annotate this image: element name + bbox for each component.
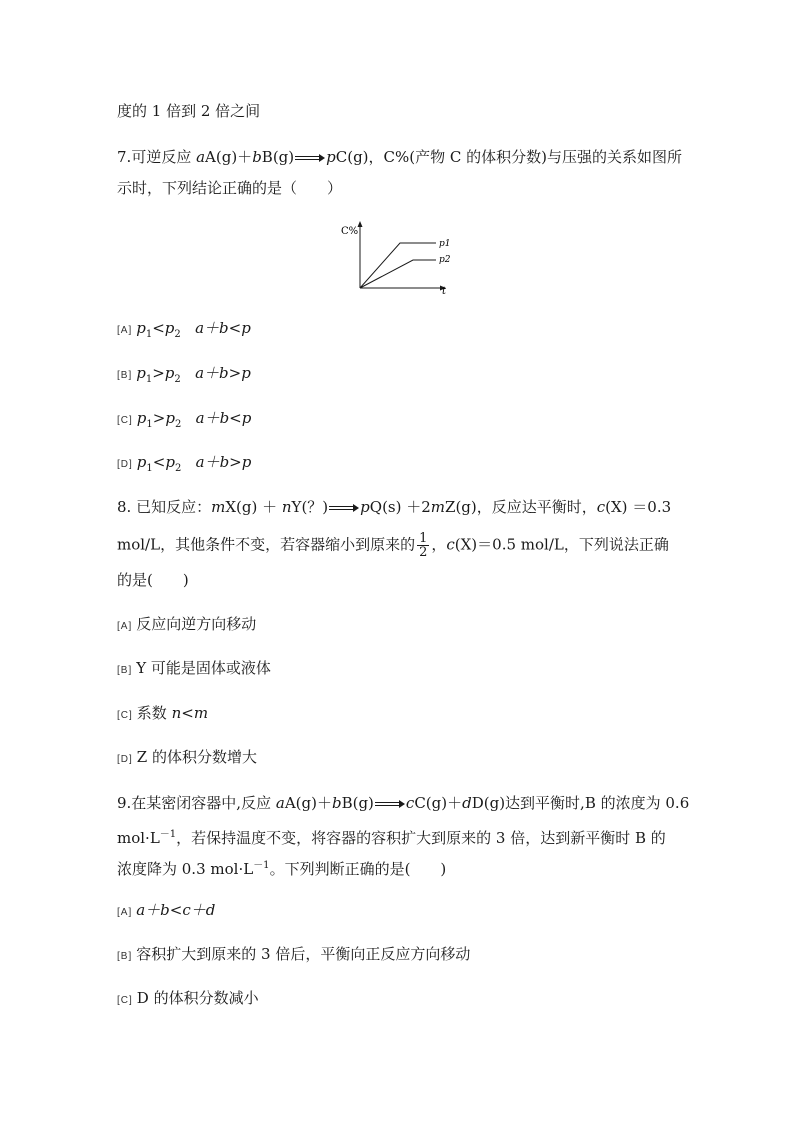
option-var-n: n: [171, 704, 182, 722]
option-var: p: [136, 319, 146, 337]
q8-species-y: Y(？): [291, 498, 329, 516]
q8-stem-line3: [117, 570, 189, 590]
fraction-denominator: 2: [419, 545, 428, 560]
q9-option-c[interactable]: [117, 988, 259, 1011]
graph-curve-p2: [360, 260, 436, 288]
option-equation: a＋b<p: [195, 319, 251, 337]
option-tag: [B]: [117, 370, 133, 381]
option-var: p: [136, 364, 146, 382]
q9-species-d: D(g)达到平衡时,B 的浓度为 0.6: [471, 794, 690, 812]
option-var-m: m: [193, 704, 209, 722]
q9-line3b: 。下列判断正确的是( ): [269, 860, 447, 878]
q8-stem-line1: [117, 497, 671, 517]
q9-superscript: －1: [253, 860, 270, 871]
equilibrium-arrow-icon: [375, 800, 405, 808]
option-text: a＋b<c＋d: [136, 901, 216, 919]
equilibrium-arrow-icon: [295, 154, 325, 162]
option-sub: 2: [174, 419, 182, 430]
q7-option-b[interactable]: [117, 363, 251, 390]
graph-curve-p1: [360, 243, 436, 288]
q8-conc-c2: c: [446, 535, 455, 554]
option-rel: >: [152, 409, 166, 427]
option-tag: [B]: [117, 951, 133, 962]
q9-line2b: ，若保持温度不变，将容器的容积扩大到原来的 3 倍，达到新平衡时 B 的: [176, 829, 666, 847]
option-tag: [A]: [117, 325, 133, 336]
option-text: D 的体积分数减小: [136, 989, 259, 1007]
q9-prefix: 9.在某密闭容器中,反应: [117, 794, 276, 812]
q7-stem-line2: [117, 178, 342, 198]
q8-species-z: Z(g)，反应达平衡时，: [445, 498, 597, 516]
option-equation: a＋b>p: [195, 453, 252, 471]
q9-species-c: C(g)＋: [414, 794, 463, 812]
option-sub: 1: [146, 419, 153, 430]
q7-option-d[interactable]: [117, 452, 251, 479]
prev-question-text: 度的 1 倍到 2 倍之间: [117, 102, 261, 120]
graph-curve-p1-label: p1: [439, 239, 451, 249]
q9-stem-line3: [117, 856, 446, 879]
q8-line2b: ，: [431, 535, 447, 554]
q7-stem-line2-text: 示时，下列结论正确的是（ ）: [117, 179, 343, 197]
q9-species-a: A(g)＋: [284, 794, 332, 812]
option-rel: <: [152, 453, 166, 471]
option-tag: [C]: [117, 995, 133, 1006]
option-text: 容积扩大到原来的 3 倍后，平衡向正反应方向移动: [136, 945, 471, 963]
option-text: 反应向逆方向移动: [136, 615, 257, 633]
q8-coef-n: n: [281, 498, 292, 516]
q8-option-b[interactable]: [117, 658, 271, 681]
q7-stem-line1: [117, 147, 682, 167]
q7-species-c: C(g)，C%(产物 C 的体积分数)与压强的关系如图所: [335, 148, 682, 166]
q8-coef-m: m: [211, 498, 226, 516]
q9-coef-c: c: [405, 794, 415, 812]
option-var: p: [136, 453, 147, 471]
option-var: p: [136, 409, 147, 427]
q8-coef-m2: m: [430, 498, 446, 516]
option-equation: a＋b<p: [195, 409, 252, 427]
equilibrium-arrow-icon: [329, 504, 359, 512]
q8-species-x: X(g) ＋: [225, 498, 278, 516]
q9-coef-a: a: [275, 794, 285, 812]
option-var: p: [165, 453, 175, 471]
q7-number: 7.: [117, 148, 132, 166]
option-sub: 2: [174, 463, 182, 474]
option-sub: 1: [145, 329, 153, 340]
q7-coef-b: b: [252, 148, 262, 166]
q9-species-b: B(g): [341, 794, 374, 812]
q8-prefix: 8. 已知反应：: [117, 498, 212, 516]
q7-graph: [338, 220, 458, 295]
option-tag: [A]: [117, 907, 133, 918]
option-tag: [B]: [117, 665, 133, 676]
fraction-numerator: 1: [419, 531, 428, 546]
option-var: p: [165, 409, 175, 427]
q9-line3a: 浓度降为 0.3 mol·L: [117, 860, 254, 878]
option-tag: [D]: [117, 754, 133, 765]
q9-option-a[interactable]: [117, 900, 215, 923]
option-sub: 2: [174, 374, 181, 385]
option-tag: [D]: [117, 459, 133, 470]
option-sub: 1: [145, 374, 153, 385]
q8-option-d[interactable]: [117, 747, 257, 770]
option-var: p: [164, 364, 175, 382]
option-equation: a＋b>p: [195, 364, 251, 382]
option-text: Z 的体积分数增大: [136, 748, 257, 766]
option-rel: <: [181, 704, 194, 722]
q7-coef-a: a: [196, 148, 206, 166]
option-var: p: [164, 319, 175, 337]
option-sub: 2: [174, 329, 181, 340]
graph-xlabel: t: [442, 286, 447, 295]
q9-coef-b: b: [331, 794, 342, 812]
q9-superscript: －1: [159, 829, 177, 840]
q8-option-a[interactable]: [117, 614, 256, 637]
prev-question-tail: [117, 101, 260, 121]
q9-stem-line2: [117, 825, 666, 848]
option-tag: [C]: [117, 415, 133, 426]
option-text: Y 可能是固体或液体: [136, 659, 271, 677]
graph-curve-p2-label: p2: [439, 255, 451, 265]
q8-line2a: mol/L，其他条件不变，若容器缩小到原来的: [117, 535, 416, 554]
q8-conc-x: (X) ＝0.3: [605, 498, 672, 516]
q7-prefix: 可逆反应: [131, 148, 197, 166]
q7-species-a: A(g)＋: [205, 148, 253, 166]
fraction: [417, 532, 429, 559]
q7-coef-p: p: [326, 148, 336, 166]
q8-line2c: (X)＝0.5 mol/L，下列说法正确: [454, 535, 669, 554]
q9-stem-line1: [117, 793, 689, 813]
q9-line2a: mol·L: [117, 829, 160, 847]
option-tag: [C]: [117, 710, 133, 721]
q9-coef-d: d: [462, 794, 472, 812]
option-rel: >: [152, 364, 165, 382]
graph-y-arrow-icon: [358, 221, 363, 227]
q7-option-c[interactable]: [117, 408, 251, 435]
q8-line3: 的是( ): [117, 571, 189, 589]
q8-option-c[interactable]: [117, 703, 208, 726]
q7-option-a[interactable]: [117, 318, 251, 345]
graph-ylabel: C%: [341, 226, 359, 237]
q8-conc-c: c: [596, 498, 606, 516]
q8-species-q: Q(s) ＋2: [369, 498, 431, 516]
option-tag: [A]: [117, 621, 133, 632]
option-rel: <: [152, 319, 165, 337]
option-text: 系数: [136, 704, 172, 722]
option-sub: 1: [146, 463, 153, 474]
q7-species-b: B(g): [261, 148, 295, 166]
q8-coef-p: p: [360, 498, 370, 516]
q9-option-b[interactable]: [117, 944, 470, 967]
q8-stem-line2: [117, 532, 669, 559]
